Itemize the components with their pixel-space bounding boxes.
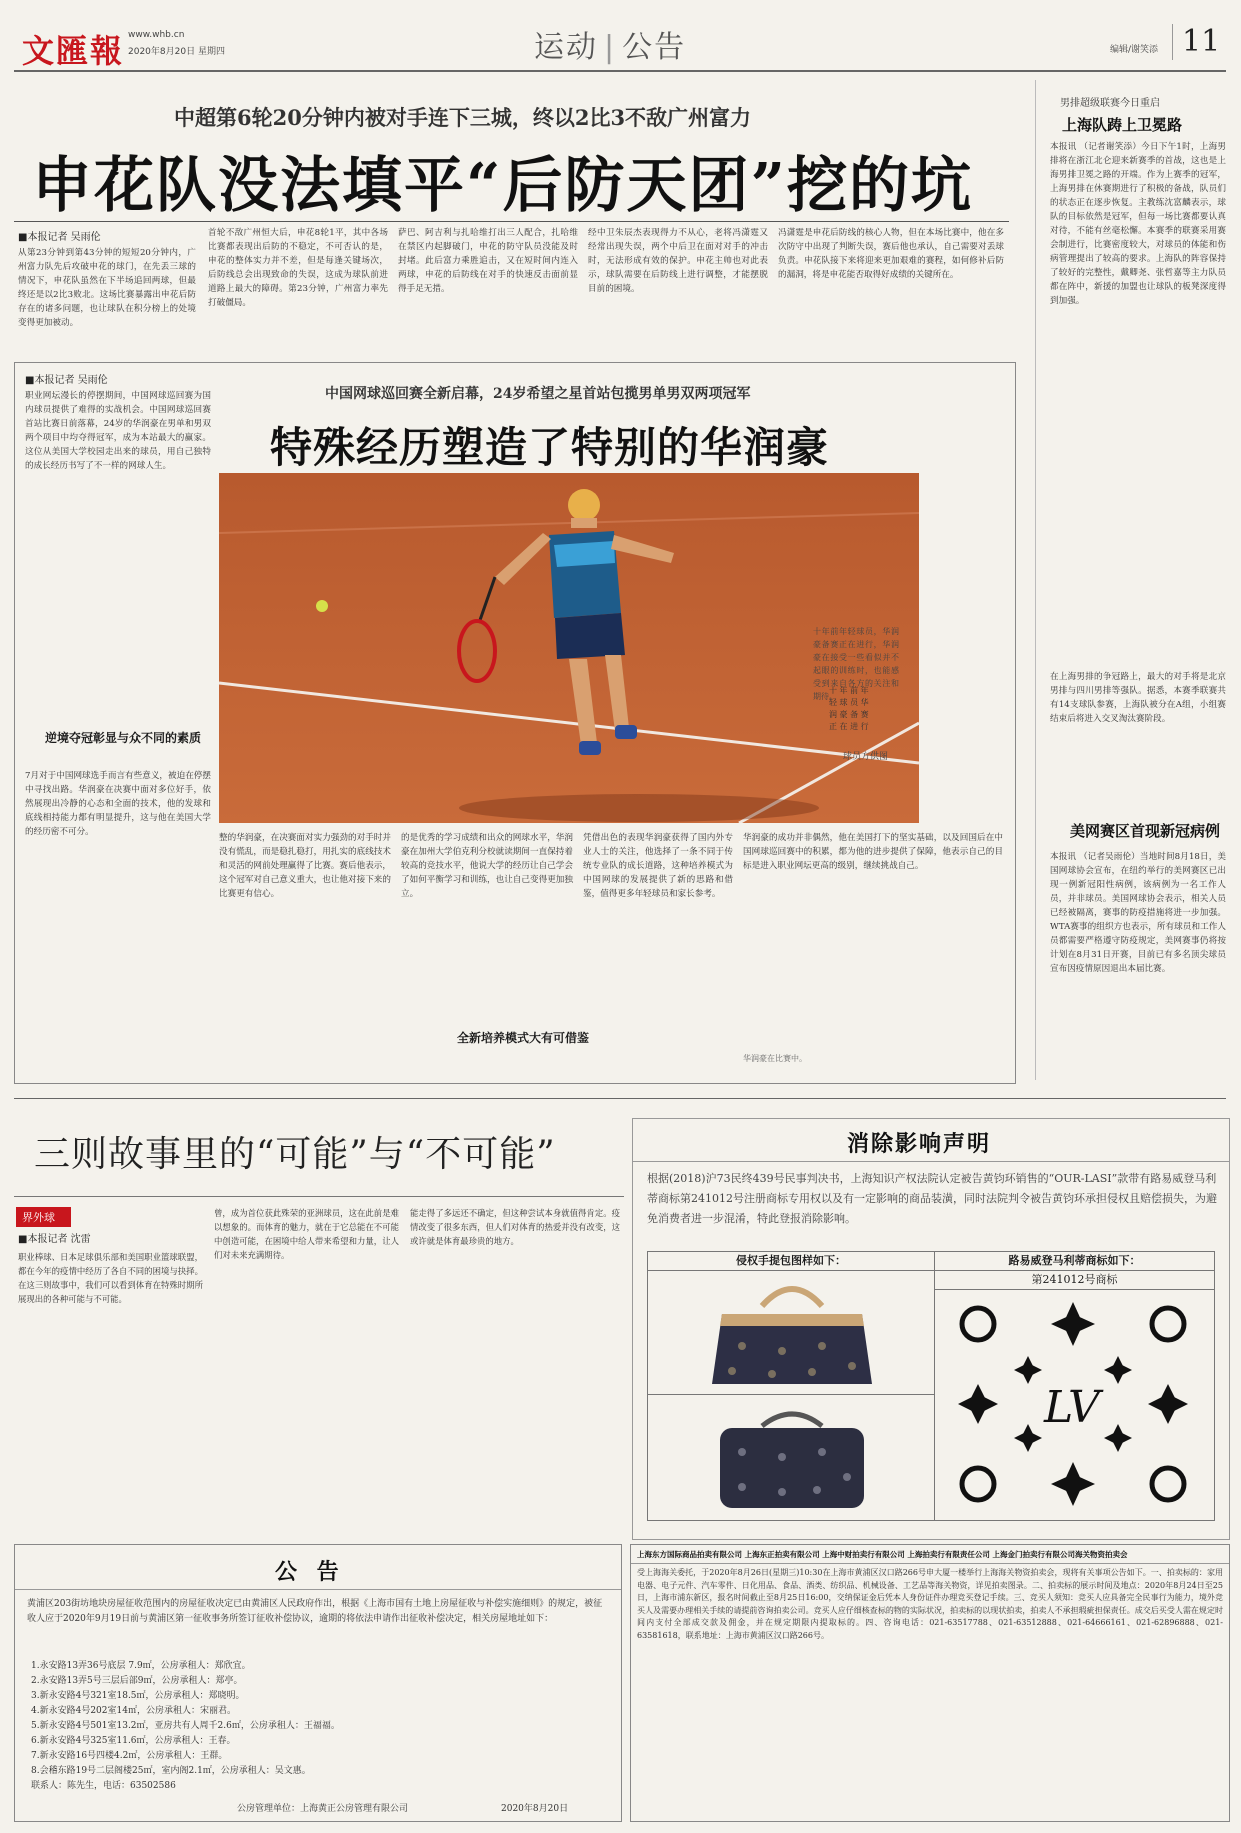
disclaimer-title: 消除影响声明 — [847, 1131, 992, 1157]
handbag-image-1 — [702, 1276, 882, 1388]
list-item: 8.会稽东路19号二层阁楼25㎡，室内阁2.1㎡，公房承租人：吴文惠。 — [31, 1766, 311, 1776]
section-label-2: 公告 — [622, 30, 687, 65]
section-label: 运动 — [534, 30, 598, 65]
auction-notice-body: 受上海海关委托，于2020年8月26日(星期三)10:30在上海市黄浦区汉口路266号申大厦一楼举行上海海关物资拍卖会，现将有关事项公告如下。一、拍卖标的：家用电器、电子元件、汽车零件、日化用品、食品、酒类、纺织品、机械设备、工艺品等海关物资，详见拍卖图录。二、拍卖标的展示时间及地点：2020年8月24日至25日，上海市浦东新区，报名时间截止至8月25日16:00，交纳保证金后凭本人身份证件办理竞买登记手续。三、竞买人须知：竞买人应具备完全民事行为能力，境外竞买人及需要办理相关手续的请提前咨询拍卖公司。竞买人应仔细核查标的物的实际状况，拍卖标的以现状拍卖，拍卖人不承担瑕疵担保责任。成交后买受人需在规定时间内支付全部成交款及佣金，并在规定期限内提取标的。四、咨询电话：021-63517788、021-63512888、021-64666161、021-62896888、021-63581618，联系地址：上海市黄浦区汉口路266号。 — [637, 1568, 1223, 1640]
announcement-list — [31, 1659, 611, 1794]
story-soccer — [14, 80, 1014, 335]
tennis-kicker: 中国网球巡回赛全新启幕，24岁希望之星首站包揽男单男双两项冠军 — [325, 386, 751, 402]
column-col-2: 曾，成为首位获此殊荣的亚洲球员，这在此前是难以想象的。而体育的魅力，就在于它总能在不可能中创造可能，在困境中给人带来希望和力量，让人们对未来充满期待。 — [214, 1208, 399, 1260]
list-item: 2.永安路13弄5号三层后部9㎡，公房承租人：郑亭。 — [31, 1676, 243, 1686]
tennis-subhead-1: 逆境夺冠彰显与众不同的素质 — [45, 731, 202, 745]
sidebar-sub-byline: 本报讯 （记者吴雨伦） — [1050, 852, 1140, 862]
soccer-col-3: 萨巴、阿吉利与扎哈维打出三人配合，扎哈维在禁区内起脚破门，申花的防守队员没能及时封堵。此后富力乘胜追击，又在短时间内连入两球，申花的后防线在对手的快速反击面前显得手足无措。 — [398, 228, 578, 294]
disclaimer-table — [647, 1251, 1215, 1521]
column-tag-label: 界外球 — [16, 1207, 71, 1227]
tennis-byline: ■本报记者 吴雨伦 — [25, 375, 108, 386]
disclaimer-box — [632, 1118, 1230, 1540]
tennis-col-3: 的是优秀的学习成绩和出众的网球水平，华润豪在加州大学伯克利分校就读期间一直保持着较高的竞技水平，他说大学的经历让自己学会了如何平衡学习和训练，也让自己变得更加独立。 — [401, 833, 573, 899]
sidebar-byline: 本报讯 （记者谢笑添） — [1050, 142, 1142, 152]
list-item: 1.永安路13弄36号底层 7.9㎡，公房承租人：郑欣宜。 — [31, 1661, 251, 1671]
list-item: 3.新永安路4号321室18.5㎡，公房承租人：郑晓明。 — [31, 1691, 245, 1701]
svg-text:轻 球 员 华: 轻 球 员 华 — [829, 698, 869, 707]
announcement-signatory: 公房管理单位：上海黄正公房管理有限公司 — [237, 1804, 409, 1814]
left-caption: 侵权手提包图样如下： — [648, 1252, 935, 1271]
announcement-intro: 黄浦区203街坊地块房屋征收范围内的房屋征收决定已由黄浦区人民政府作出，根据《上海市国有土地上房屋征收与补偿实施细则》的规定，被征收人应于2020年9月19日前与黄浦区第一征收事务所签订征收补偿协议，逾期的将依法申请作出征收补偿决定，相关房屋地址如下： — [27, 1599, 603, 1624]
svg-text:十 年 前 年: 十 年 前 年 — [829, 686, 869, 695]
story-column — [14, 1106, 624, 1536]
handbag-image-2 — [702, 1402, 882, 1512]
trademark-monogram — [948, 1294, 1198, 1514]
tennis-photo-caption — [813, 625, 899, 737]
announcement-date: 2020年8月20日 — [501, 1804, 569, 1814]
list-item: 7.新永安路16号四楼4.2㎡，公房承租人：王群。 — [31, 1751, 228, 1761]
column-col-1: 职业棒球、日本足球俱乐部和美国职业篮球联盟，都在今年的疫情中经历了各自不同的困境与抉择。在这三则故事中，我们可以看到体育在特殊时期所展现出的各种可能与不可能。 — [18, 1252, 203, 1304]
sidebar — [1040, 80, 1228, 1080]
announcement-title: 公 告 — [275, 1559, 345, 1585]
section-name: 运动 | 公告 — [534, 30, 687, 65]
sidebar-text-1: 今日下午1时，上海男排将在浙江北仑迎来新赛季的首战，这也是上海男排卫冕之路的开端。作为上赛季的冠军，上海男排在休赛期进行了积极的备战，队员们的状态正在逐步恢复。主教练沈富麟表示，球队的目标依然是冠军，但每一场比赛都要认真对待，不能有丝毫松懈。本赛季的联赛采用赛会制进行，比赛密度较大，对球员的体能和伤病管理提出了较高的要求。上海队的阵容保持了较好的完整性，戴卿尧、张哲嘉等主力队员都在阵中，新援的加盟也让球队的板凳深度得到加强。 — [1050, 142, 1226, 306]
announcement-box — [14, 1544, 622, 1822]
list-item: 5.新永安路4号501室13.2㎡，亚房共有人周千2.6㎡，公房承租人：王福福。 — [31, 1721, 340, 1731]
tennis-subhead-2: 全新培养模式大有可借鉴 — [453, 1027, 593, 1048]
story-tennis — [14, 362, 1016, 1084]
soccer-col-1: 从第23分钟到第43分钟的短短20分钟内，广州富力队先后攻破申花的球门，在先丢三球的情况下，申花队虽然在下半场追回两球，但最终还是以2比3败北。这场比赛暴露出申花后防存在的诸多问题，也让球队在积分榜上的处境变得更加被动。 — [18, 248, 196, 328]
list-item: 6.新永安路4号325室11.6㎡，公房承租人：王春。 — [31, 1736, 236, 1746]
auction-notice-header: 上海东方国际商品拍卖有限公司 上海东正拍卖有限公司 上海中财拍卖行有限公司 上海拍卖行有限责任公司 上海金门拍卖行有限公司海关物资拍卖会 — [637, 1550, 1128, 1559]
disclaimer-body: 根据(2018)沪73民终439号民事判决书，上海知识产权法院认定被告黄钧环销售的“OUR-LASI”款带有路易威登马利蒂商标第241012号注册商标专用权以及有一定影响的商品装潢，同时法院判令被告黄钧环承担侵权且赔偿损失，为避免消费者进一步混淆，特此登报消除影响。 — [647, 1172, 1217, 1225]
sidebar-body-1 — [1050, 140, 1226, 660]
soccer-byline: ■本报记者 吴雨伦 — [18, 232, 101, 243]
newspaper-logo: 文匯報 — [22, 32, 125, 70]
sidebar-headline: 上海队踌上卫冕路 — [1062, 116, 1183, 134]
column-col-3: 能走得了多远还不确定，但这种尝试本身就值得肯定。疫情改变了很多东西，但人们对体育的热爱并没有改变，这或许就是体育最珍贵的地方。 — [410, 1208, 620, 1246]
announcement-contact: 联系人：陈先生，电话：63502586 — [31, 1781, 176, 1791]
tennis-col-2: 整的华润豪，在决赛面对实力强劲的对手时并没有慌乱，而是稳扎稳打，用扎实的底线技术和灵活的网前处理赢得了比赛。赛后他表示，这个冠军对自己意义重大，也让他对接下来的比赛更有信心。 — [219, 833, 391, 899]
sidebar-sub-body — [1050, 850, 1226, 1075]
sidebar-body-2: 在上海男排的争冠路上，最大的对手将是北京男排与四川男排等强队。据悉，本赛季联赛共有14支球队参赛，上海队被分在A组，小组赛结束后将进入交叉淘汰赛阶段。 — [1050, 672, 1226, 724]
page-number: 11 — [1182, 24, 1221, 59]
svg-text:正 在 进 行: 正 在 进 行 — [829, 722, 869, 731]
tennis-col-1: 职业网坛漫长的停摆期间，中国网球巡回赛为国内球员提供了难得的实战机会。中国网球巡回赛首站比赛日前落幕，24岁的华润豪在男单和男双两个项目中均夺得冠军，成为本站最大的赢家。这位从美国大学校园走出来的球员，用自己独特的成长经历书写了不一样的网球人生。 — [25, 391, 211, 471]
column-byline: ■本报记者 沈雷 — [18, 1234, 91, 1245]
list-item: 4.新永安路4号202室14㎡，公房承租人：宋丽君。 — [31, 1706, 236, 1716]
tennis-col-4: 凭借出色的表现华润豪获得了国内外专业人士的关注，他选择了一条不同于传统专业队的成长道路，这种培养模式为中国网球的发展提供了新的思路和借鉴，值得更多年轻球员和家长参考。 — [583, 833, 733, 899]
masthead — [0, 0, 1241, 72]
tennis-caption-text: 十年前年轻球员，华润豪备赛正在进行，华润豪在接受一些看似并不起眼的训练时，也能感受到来自各方的关注和期待。 — [813, 627, 899, 701]
newspaper-url: www.whb.cn — [128, 30, 185, 40]
trademark-number: 第241012号商标 — [935, 1271, 1214, 1290]
tennis-col-5: 华润豪的成功并非偶然，他在美国打下的坚实基础，以及回国后在中国网球巡回赛中的积累，都为他的进步提供了保障，他表示自己的目标是进入职业网坛更高的级别，继续挑战自己。 — [743, 833, 1003, 871]
soccer-col-2: 首轮不敌广州恒大后，申花8轮1平，其中各场比赛都表现出后防的不稳定，不可否认的是，申花的整体实力并不差，但是每逢关键场次，后防线总会出现致命的失误，这成为球队前进道路上最大的障碍。第23分钟，广州富力率先打破僵局。 — [208, 228, 388, 308]
issue-date: 2020年8月20日 星期四 — [128, 47, 225, 57]
sidebar-kicker: 男排超级联赛今日重启 — [1060, 98, 1160, 109]
svg-text:LV: LV — [1044, 1382, 1100, 1433]
soccer-col-4: 经中卫朱辰杰表现得力不从心，老将冯潇霆又经常出现失误，两个中后卫在面对对手的冲击时，无法形成有效的保护。申花主帅也对此表示，球队需要在后防线上进行调整，才能摆脱目前的困境。 — [588, 228, 768, 294]
tennis-col-1b: 7月对于中国网球选手而言有些意义，被迫在停摆中寻找出路。华润豪在决赛中面对多位好手，依然展现出冷静的心态和全面的技术，他的发球和底线相持能力都有明显提升，这与他在美国大学的经历密不可分。 — [25, 771, 211, 837]
tennis-caption-short: 华润豪在比赛中。 — [743, 1054, 807, 1063]
auction-notice-box — [630, 1544, 1230, 1822]
soccer-kicker: 中超第6轮20分钟内被对手连下三城，终以2比3不敌广州富力 — [174, 105, 752, 130]
svg-text:润 豪 备 赛: 润 豪 备 赛 — [829, 710, 869, 719]
tennis-photo-credit: 球员方供图 — [843, 752, 889, 762]
soccer-col-5: 冯潇霆是申花后防线的核心人物，但在本场比赛中，他在多次防守中出现了判断失误，赛后他也承认，自己需要对丢球负责。申花队接下来将迎来更加艰难的赛程，如何修补后防的漏洞，将是申花能否取得好成绩的关键所在。 — [778, 228, 1004, 280]
soccer-headline: 申花队没法填平“后防天团”挖的坑 — [32, 151, 974, 221]
sidebar-sub-text: 当地时间8月18日，美国网球协会宣布，在纽约举行的美网赛区已出现一例新冠阳性病例，该病例为一名工作人员，并非球员。美国网球协会表示，相关人员已经被隔离，赛事的防疫措施将进一步加强。WTA赛事的组织方也表示，所有球员和工作人员都需要严格遵守防疫规定，美网赛事仍将按计划在8月31日开赛，目前已有多名顶尖球员宣布因疫情原因退出本届比赛。 — [1050, 852, 1226, 974]
editor-credit: 编辑/谢笑添 — [1110, 45, 1159, 55]
column-headline: 三则故事里的“可能”与“不可能” — [34, 1134, 556, 1175]
right-caption: 路易威登马利蒂商标如下： — [935, 1252, 1214, 1271]
tennis-headline: 特殊经历塑造了特别的华润豪 — [270, 423, 830, 472]
column-tag — [16, 1206, 71, 1227]
sidebar-subheadline: 美网赛区首现新冠病例 — [1070, 822, 1221, 840]
